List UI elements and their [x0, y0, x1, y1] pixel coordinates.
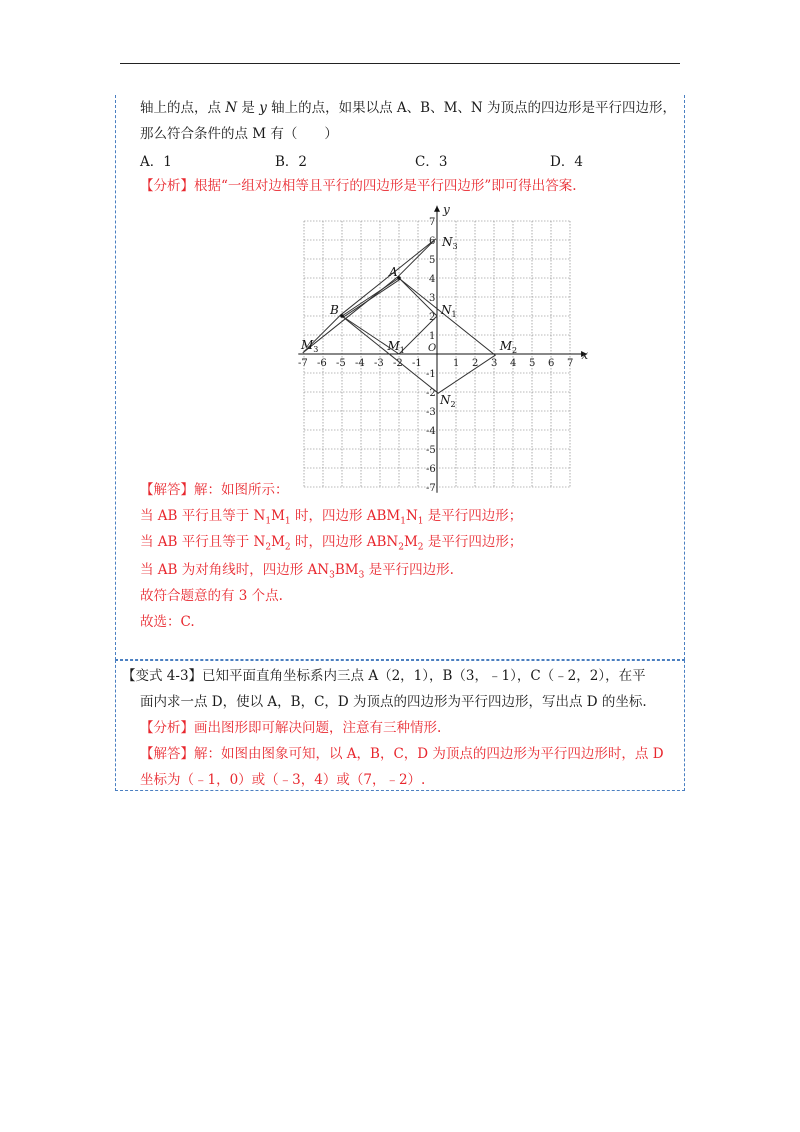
y-tick-label: 5	[429, 255, 436, 266]
coordinate-graph	[290, 198, 600, 496]
option-d: D．4	[550, 154, 583, 170]
q1-solution-line4: 故符合题意的有 3 个点.	[140, 588, 283, 604]
x-tick-label: -2	[393, 358, 403, 369]
q1-solution-line2: 当 AB 平行且等于 $N_2M_2$ 时，四边形 $ABN_2M_2$ 是平行四边形；	[140, 534, 523, 553]
origin-label: O	[428, 343, 437, 354]
q2-line2: 面内求一点 D，使以 A，B，C，D 为顶点的四边形为平行四边形，写出点 D 的坐标.	[140, 694, 647, 710]
y-axis-arrow	[434, 206, 440, 212]
x-tick-label: 2	[472, 358, 479, 369]
q2-line1: 【变式 4-3】已知平面直角坐标系内三点 A（2，1），B（3，﹣1），C（﹣2，2），在平	[122, 668, 646, 684]
y-tick-label: -1	[426, 369, 436, 380]
q1-line1: 轴上的点，点 N 是 y 轴上的点，如果以点 A、B、M、N 为顶点的四边形是平行四边形，	[140, 100, 677, 116]
x-tick-label: -1	[412, 358, 422, 369]
y-tick-label: 6	[429, 236, 436, 247]
x-tick-label: -6	[317, 358, 327, 369]
label-n3: $N_3$	[442, 235, 458, 251]
option-c: C．3	[415, 154, 448, 170]
y-tick-label: -2	[426, 388, 436, 399]
label-n1: $N_1$	[441, 303, 457, 319]
header-rule	[120, 63, 680, 64]
q1-solution-line1: 当 AB 平行且等于 $N_1M_1$ 时，四边形 $ABM_1N_1$ 是平行四边形；	[140, 508, 523, 527]
y-tick-label: -6	[426, 464, 436, 475]
label-b: B	[330, 303, 339, 317]
q2-solution-line1: 【解答】解：如图由图象可知，以 A，B，C，D 为顶点的四边形为平行四边形时，点 D	[140, 746, 664, 762]
q1-analysis: 【分析】根据“一组对边相等且平行的四边形是平行四边形”即可得出答案.	[140, 178, 577, 194]
parallelogram-abn2m2	[343, 279, 498, 393]
label-n2: $N_2$	[440, 393, 456, 409]
q1-solution-line5: 故选：C.	[140, 614, 195, 630]
y-tick-label: -4	[426, 426, 436, 437]
x-tick-label: 3	[491, 358, 498, 369]
x-tick-label: 1	[453, 358, 460, 369]
point-a-dot	[397, 276, 401, 280]
x-tick-label: -7	[298, 358, 308, 369]
option-a: A．1	[140, 154, 172, 170]
label-m2: $M_2$	[499, 339, 518, 355]
q2-analysis: 【分析】画出图形即可解决问题，注意有三种情形.	[140, 720, 442, 736]
q1-solution-intro: 【解答】解：如图所示：	[140, 482, 289, 498]
label-a: A	[389, 265, 398, 279]
x-tick-label: 5	[529, 358, 536, 369]
y-axis-label: y	[443, 202, 450, 217]
y-tick-label: -5	[426, 445, 436, 456]
label-m1: $M_1$	[387, 339, 405, 355]
y-tick-label: -7	[426, 483, 436, 494]
y-tick-label: -3	[426, 407, 436, 418]
y-tick-label: 7	[429, 217, 436, 228]
option-b: B．2	[275, 154, 308, 170]
y-tick-label: 3	[429, 293, 436, 304]
q2-solution-line2: 坐标为（﹣1，0）或（﹣3，4）或（7，﹣2）.	[140, 772, 426, 788]
x-tick-label: -5	[336, 358, 346, 369]
y-tick-label: 1	[429, 331, 436, 342]
x-tick-label: -3	[374, 358, 384, 369]
x-axis-label: x	[581, 348, 589, 362]
x-tick-label: 7	[567, 358, 574, 369]
x-tick-label: 6	[548, 358, 555, 369]
x-tick-label: -4	[355, 358, 365, 369]
y-tick-label: 4	[429, 274, 436, 285]
q1-line2: 那么符合条件的点 M 有（ ）	[140, 126, 338, 142]
label-m3: $M_3$	[301, 338, 319, 354]
x-tick-label: 4	[510, 358, 517, 369]
y-tick-label: 2	[429, 312, 436, 323]
point-b-dot	[340, 314, 344, 318]
q1-solution-line3: 当 AB 为对角线时，四边形 $AN_3BM_3$ 是平行四边形.	[140, 562, 454, 581]
